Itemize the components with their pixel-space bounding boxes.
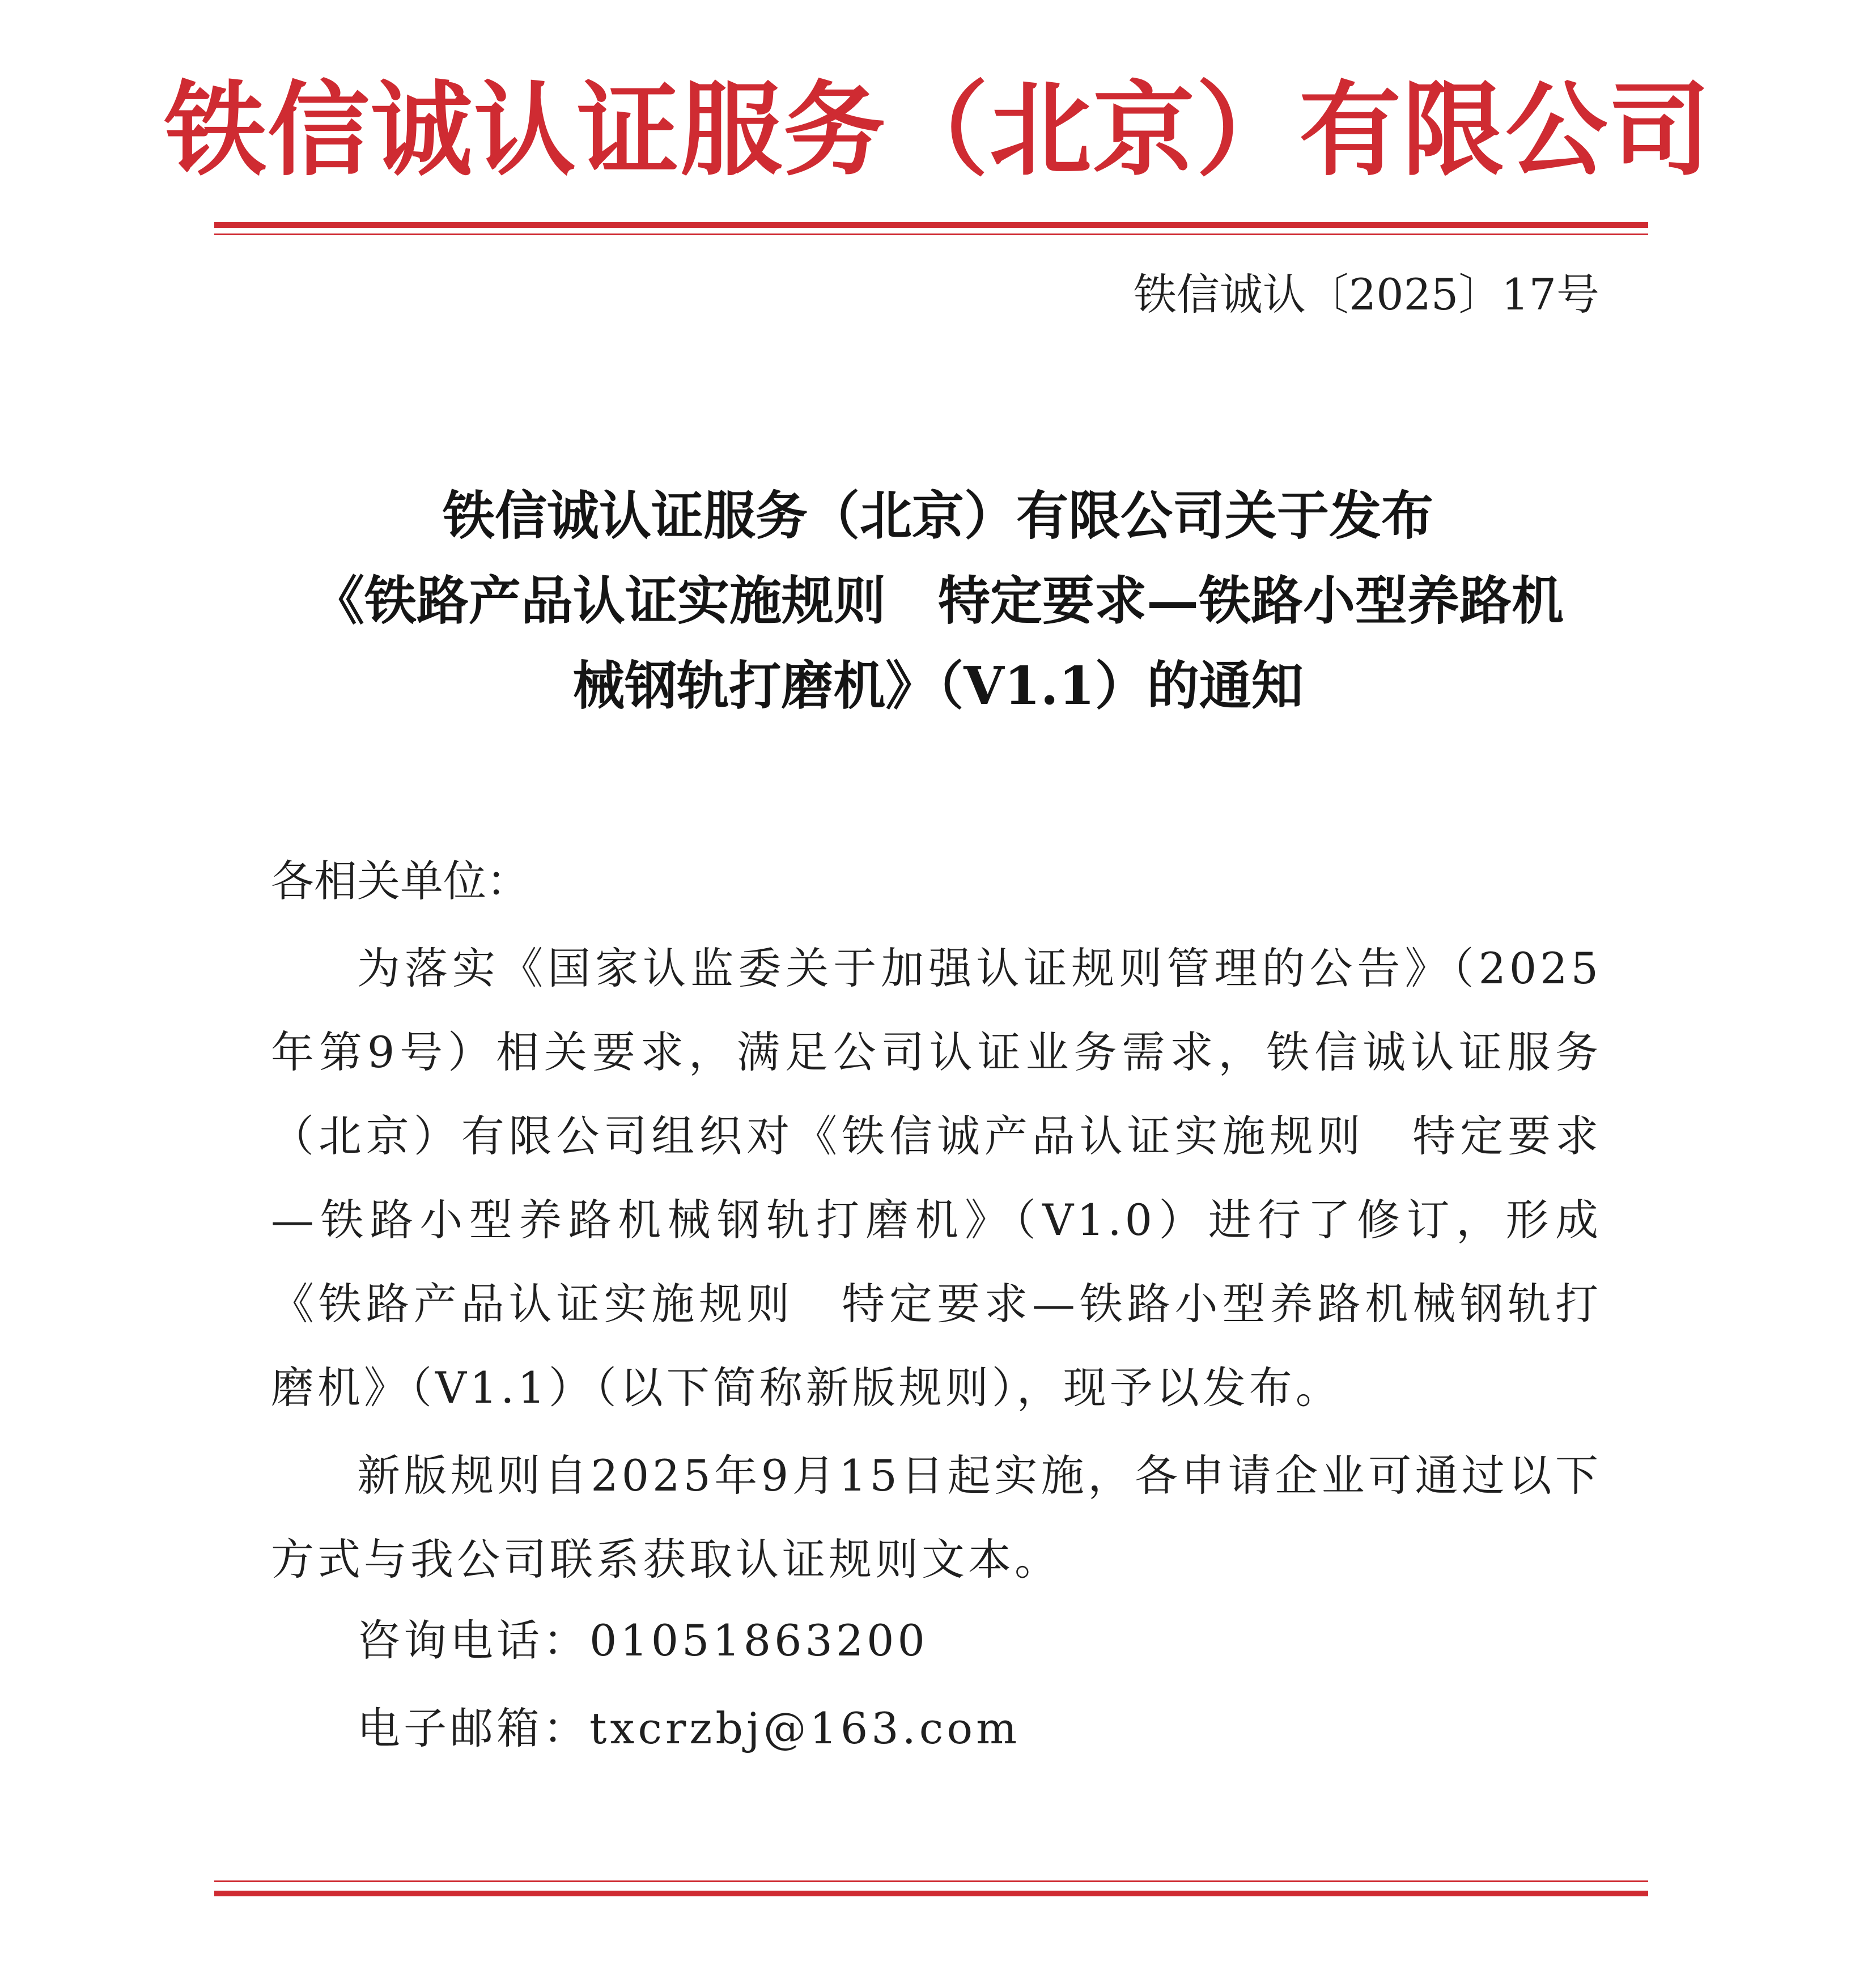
letterhead-organization: 铁信诚认证服务（北京）有限公司 [164, 70, 1712, 190]
title-line-1: 铁信诚认证服务（北京）有限公司关于发布 [442, 485, 1433, 546]
title-line-3: 械钢轨打磨机》（V1.1）的通知 [572, 655, 1304, 716]
footer-rule-thin [214, 1880, 1648, 1882]
body-paragraph-1: 为落实《国家认监委关于加强认证规则管理的公告》（2025年第9号）相关要求，满足公司认证业务需求，铁信诚认证服务（北京）有限公司组织对《铁信诚产品认证实施规则 特定要求—铁路小型养路机械钢轨打磨机》（V1.0）进行了修订，形成《铁路产品认证实施规则 特定要求—铁路小型养路机械钢轨打磨机》（V1.1）（以下简称新版规则），现予以发布。 [271, 943, 1602, 1413]
body-paragraph-2: 新版规则自2025年9月15日起实施，各申请企业可通过以下方式与我公司联系获取认证规则文本。 [271, 1450, 1602, 1585]
contact-phone: 咨询电话：01051863200 [357, 1615, 928, 1666]
header-rule-thin [214, 233, 1648, 235]
salutation: 各相关单位： [271, 856, 529, 906]
document-number: 铁信诚认〔2025〕17号 [1133, 269, 1599, 320]
header-rule-thick [214, 222, 1648, 228]
contact-email: 电子邮箱：txcrzbj@163.com [357, 1703, 1021, 1754]
title-line-2: 《铁路产品认证实施规则 特定要求—铁路小型养路机 [312, 570, 1564, 631]
body-paragraph-1-block [271, 927, 1602, 1430]
body-paragraph-2-block [271, 1434, 1602, 1602]
footer-rule-thick [214, 1891, 1648, 1896]
